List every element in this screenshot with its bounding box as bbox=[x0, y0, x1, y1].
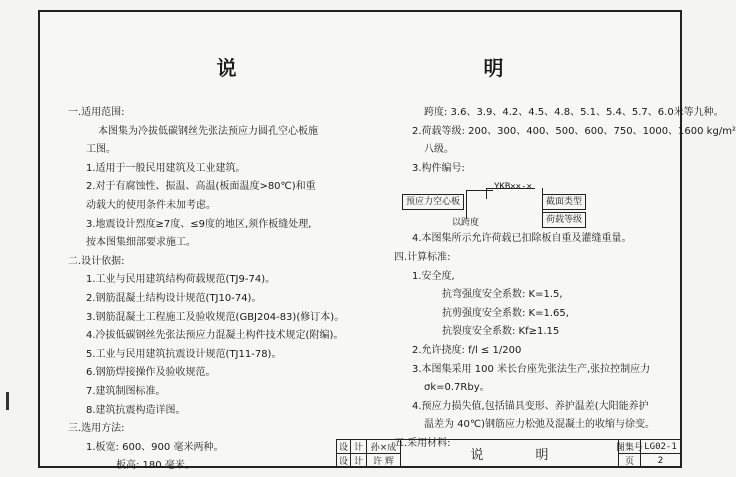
text-line: 板高: 180 毫米。 bbox=[116, 460, 195, 472]
text-line: 抗裂度安全系数: Kf≥1.15 bbox=[442, 326, 560, 338]
right-column bbox=[384, 104, 736, 454]
text-line: 3.构件编号: bbox=[412, 162, 465, 174]
text-line: 2.允许挠度: f/l ≤ 1/200 bbox=[412, 344, 522, 356]
text-line: 按本图集细部要求施工。 bbox=[86, 237, 196, 249]
text-line: 2.对于有腐蚀性、振温、高温(板面温度>80℃)和重 bbox=[86, 181, 316, 193]
text-line: 8.建筑抗震构造详图。 bbox=[86, 404, 186, 416]
tb-set-label: 图集号 bbox=[619, 440, 641, 454]
tb-r2c1: 设 bbox=[337, 454, 351, 468]
drawing-sheet bbox=[38, 10, 736, 472]
component-code-diagram bbox=[402, 178, 684, 230]
title-block bbox=[336, 439, 682, 468]
text-line: 3.钢筋混凝土工程施工及验收规范(GBJ204-83)(修订本)。 bbox=[86, 311, 345, 323]
text-line: 7.建筑制图标准。 bbox=[86, 385, 166, 397]
text-line: 二.设计依据: bbox=[68, 255, 125, 267]
text-line: 三.选用方法: bbox=[68, 423, 125, 435]
text-line: 4.预应力损失值,包括锚具变形、养护温差(大阳能养护 bbox=[412, 400, 649, 412]
text-line: 1.安全度, bbox=[412, 270, 455, 282]
code-bracket-left bbox=[486, 188, 535, 199]
code-label-span: 以跨度 bbox=[452, 218, 480, 229]
text-line: 八级。 bbox=[424, 144, 454, 156]
text-line: 抗剪强度安全系数: K=1.65, bbox=[442, 307, 569, 319]
code-label-slab: 预应力空心板 bbox=[402, 194, 464, 210]
text-line: 五.采用材料: bbox=[394, 437, 451, 449]
binding-mark bbox=[6, 392, 9, 410]
tb-page-value: 2 bbox=[641, 454, 681, 468]
text-line: 本图集为冷拔低碳钢丝先张法预应力圆孔空心板施 bbox=[98, 125, 318, 137]
text-line: 一.适用范围: bbox=[68, 107, 125, 118]
text-line: 3.本图集采用 100 米长台座先张法生产,张拉控制应力 bbox=[412, 363, 651, 375]
text-line: 1.板宽: 600、900 毫米两种。 bbox=[86, 441, 224, 453]
tb-r2c2: 计 bbox=[351, 454, 367, 468]
text-line: 四.计算标准: bbox=[394, 251, 451, 263]
text-line: 工图。 bbox=[86, 144, 116, 156]
left-column bbox=[58, 104, 368, 476]
code-label-section: 截面类型 bbox=[542, 194, 586, 210]
text-line: 4.冷拔低碳钢丝先张法预应力混凝土构件技术规定(附编)。 bbox=[86, 330, 344, 342]
text-line: σk=0.7Rby。 bbox=[424, 382, 490, 394]
tb-drawing-name: 说 明 bbox=[401, 440, 619, 468]
tb-r1c2: 计 bbox=[351, 440, 367, 454]
page-title: 说 明 bbox=[216, 56, 624, 80]
tb-set-value: LG02-1 bbox=[641, 440, 681, 454]
text-line: 1.适用于一般民用建筑及工业建筑。 bbox=[86, 162, 246, 174]
text-line: 2.钢筋混凝土结构设计规范(TJ10-74)。 bbox=[86, 292, 262, 304]
text-line: 温差为 40℃)钢筋应力松弛及混凝土的收缩与徐变。 bbox=[424, 419, 656, 431]
text-line: 跨度: 3.6、3.9、4.2、4.5、4.8、5.1、5.4、5.7、6.0米等九种。 bbox=[424, 107, 724, 118]
text-line: 6.钢筋焊接操作及验收规范。 bbox=[86, 367, 216, 379]
code-text: YKB××-× bbox=[494, 182, 532, 193]
code-label-load: 荷载等级 bbox=[542, 212, 586, 228]
text-line: 动载大的使用条件未加考虑。 bbox=[86, 199, 216, 211]
tb-page-label: 页 bbox=[619, 454, 641, 468]
code-bracket-span bbox=[466, 190, 493, 219]
text-line: 抗弯强度安全系数: K=1.5, bbox=[442, 289, 563, 301]
text-line: 2.荷载等级: 200、300、400、500、600、750、1000、1600 kg/m² bbox=[412, 125, 736, 137]
text-line: 4.本图集所示允许荷载已扣除板自重及灌缝重量。 bbox=[412, 233, 632, 245]
code-bracket-right bbox=[534, 188, 543, 220]
text-line: 5.工业与民用建筑抗震设计规范(TJ11-78)。 bbox=[86, 348, 282, 360]
tb-r1c1: 设 bbox=[337, 440, 351, 454]
text-line: 1.工业与民用建筑结构荷载规范(TJ9-74)。 bbox=[86, 274, 276, 286]
tb-r2c3: 许 辉 bbox=[367, 454, 401, 468]
text-line: 3.地震设计烈度≥7度、≤9度的地区,须作板缝处理, bbox=[86, 218, 312, 230]
tb-r1c3: 孙×成 bbox=[367, 440, 401, 454]
